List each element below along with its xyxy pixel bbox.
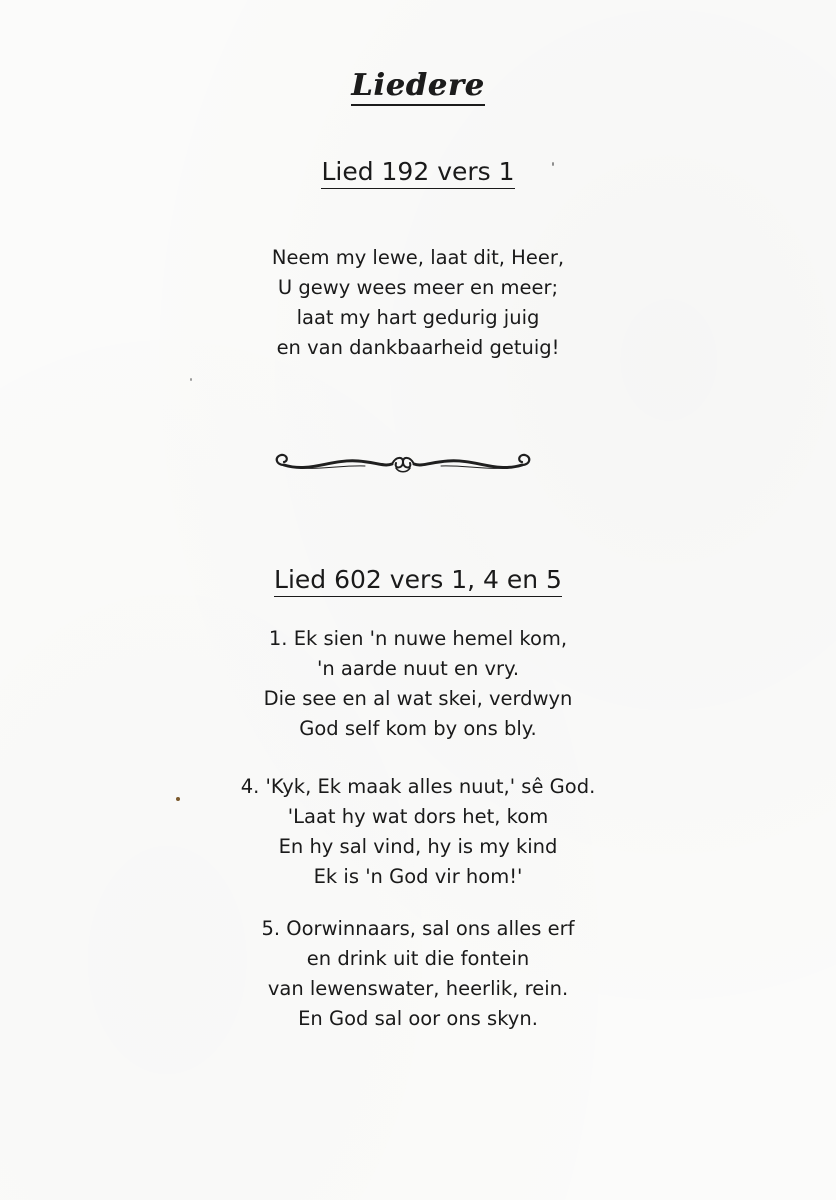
song-title-192 [0, 156, 836, 189]
verse-line: 1. Ek sien 'n nuwe hemel kom, [268, 627, 568, 650]
stanza-602-5 [0, 914, 836, 1034]
verse-line: 'n aarde nuut en vry. [316, 657, 520, 680]
verse-line: 5. Oorwinnaars, sal ons alles erf [261, 917, 575, 940]
verse-line: Neem my lewe, laat dit, Heer, [271, 246, 565, 269]
paper-speck [552, 162, 554, 166]
paper-speck [176, 797, 180, 801]
paper-speck [190, 378, 192, 381]
verse-line: 4. 'Kyk, Ek maak alles nuut,' sê God. [240, 775, 596, 798]
verse-line: en van dankbaarheid getuig! [276, 336, 560, 359]
verse-line: U gewy wees meer en meer; [277, 276, 559, 299]
page-title [0, 68, 836, 106]
verse-line: en drink uit die fontein [306, 947, 530, 970]
verse-line: Ek is 'n God vir hom!' [313, 865, 523, 888]
verse-line: 'Laat hy wat dors het, kom [287, 805, 549, 828]
verse-line: En hy sal vind, hy is my kind [278, 835, 558, 858]
flourish-divider-icon [270, 447, 536, 481]
stanza-602-4 [0, 772, 836, 892]
verse-line: laat my hart gedurig juig [296, 306, 540, 329]
verse-line: En God sal oor ons skyn. [298, 1007, 538, 1030]
song-title-602-text: Lied 602 vers 1, 4 en 5 [274, 564, 562, 597]
song-title-192-text: Lied 192 vers 1 [321, 156, 514, 189]
stanza-602-1 [0, 624, 836, 744]
verse-line: God self kom by ons bly. [299, 717, 537, 740]
song-title-602 [0, 564, 836, 597]
verse-line: Die see en al wat skei, verdwyn [263, 687, 573, 710]
page-title-text: Liedere [351, 68, 485, 106]
stanza-192-1 [0, 243, 836, 363]
verse-line: van lewenswater, heerlik, rein. [267, 977, 569, 1000]
